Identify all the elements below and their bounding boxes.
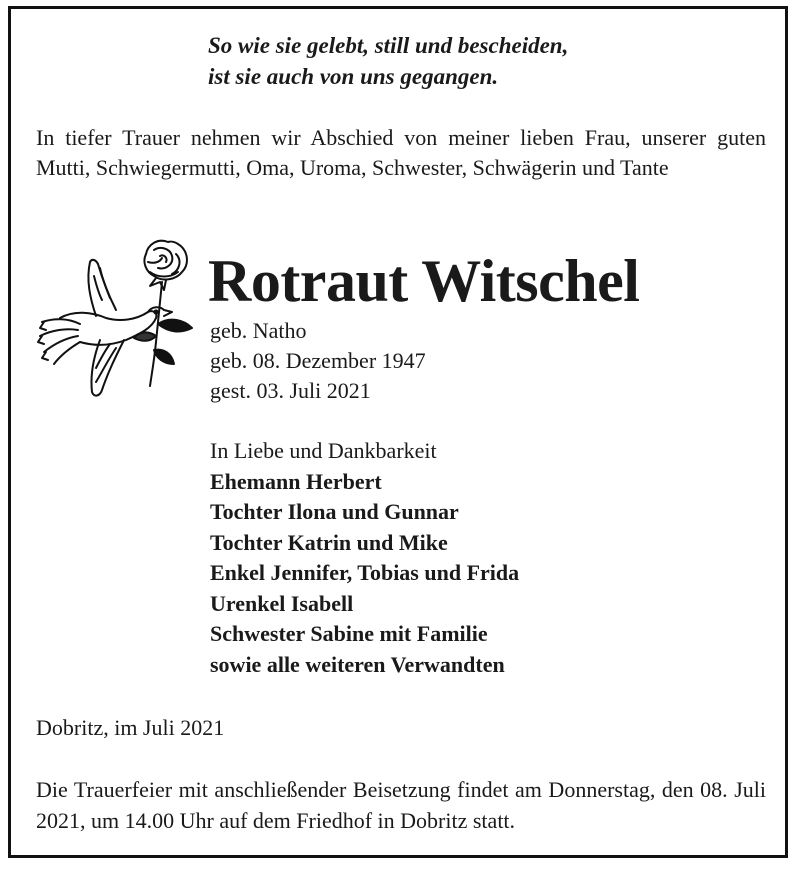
mourner-item: Enkel Jennifer, Tobias und Frida xyxy=(210,560,520,585)
mourner-item: Ehemann Herbert xyxy=(210,468,382,494)
dove-with-rose-icon xyxy=(30,232,200,418)
mourner-item: Schwester Sabine mit Familie xyxy=(210,621,488,646)
birth-date: geb. 08. Dezember 1947 xyxy=(210,348,426,373)
mourner-item: Tochter Katrin und Mike xyxy=(210,529,448,555)
mourners-lead: In Liebe und Dankbarkeit xyxy=(210,438,437,463)
motto-line-1: So wie sie gelebt, still und bescheiden, xyxy=(208,33,569,58)
maiden-name: geb. Natho xyxy=(210,318,307,343)
deceased-name: Rotraut Witschel xyxy=(208,248,640,314)
mourners-list xyxy=(210,436,519,680)
intro-text: In tiefer Trauer nehmen wir Abschied von meiner lieben Frau, unserer guten Mutti, Schwiegermutti, Oma, Uroma, Schwester, Schwägerin und Tante xyxy=(36,125,766,180)
life-dates xyxy=(210,316,426,406)
death-date: gest. 03. Juli 2021 xyxy=(210,378,371,403)
mourner-item: Urenkel Isabell xyxy=(210,590,354,616)
place-and-date: Dobritz, im Juli 2021 xyxy=(36,715,225,740)
funeral-notice: Die Trauerfeier mit anschließender Beisetzung findet am Donnerstag, den 08. Juli 2021, um 14.00 Uhr auf dem Friedhof in Dobritz statt. xyxy=(36,777,766,833)
mourner-item: Tochter Ilona und Gunnar xyxy=(210,499,459,524)
motto-line-2: ist sie auch von uns gegangen. xyxy=(208,64,499,89)
mourner-item: sowie alle weiteren Verwandten xyxy=(210,651,505,677)
motto xyxy=(208,30,568,92)
